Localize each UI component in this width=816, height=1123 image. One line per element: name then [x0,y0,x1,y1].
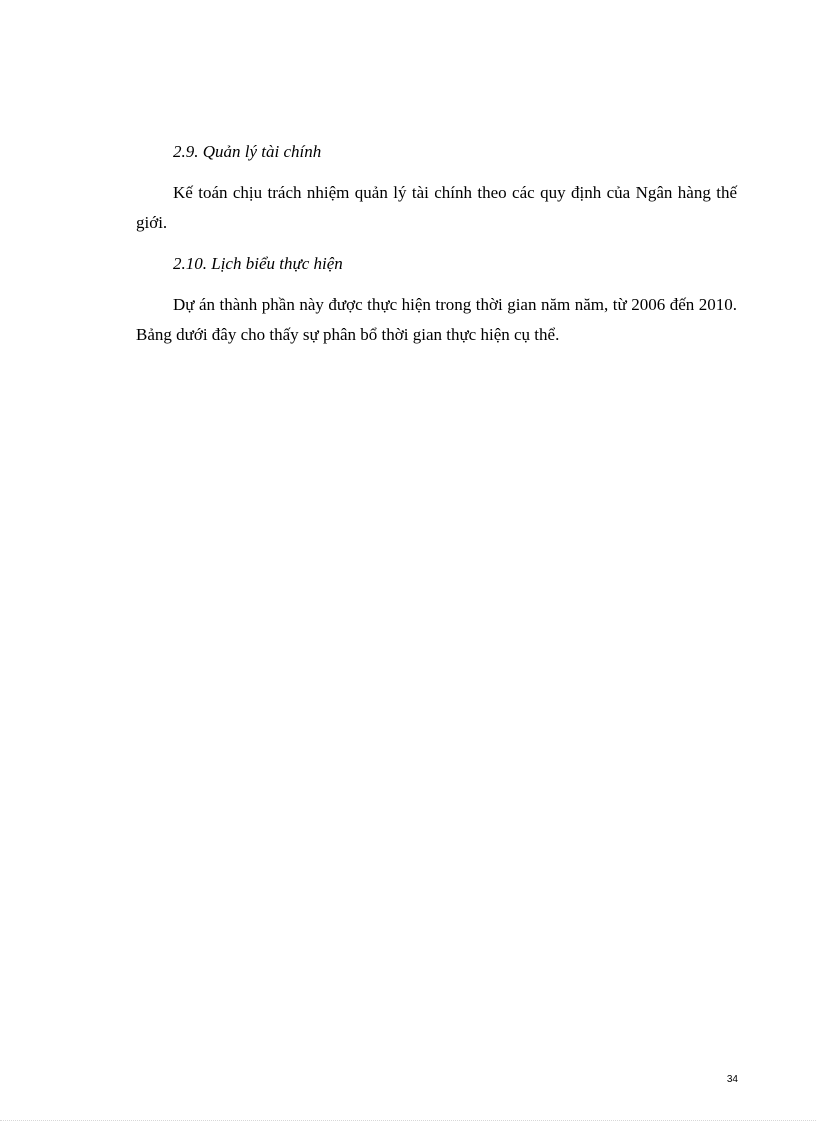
page-content [136,140,737,350]
page-number: 34 [726,1074,738,1085]
section-paragraph-implementation-schedule: Dự án thành phần này được thực hiện trong thời gian năm năm, từ 2006 đến 2010. Bảng dưới đây cho thấy sự phân bổ thời gian thực hiện cụ thể. [136,295,737,344]
section-paragraph-financial-management: Kế toán chịu trách nhiệm quản lý tài chính theo các quy định của Ngân hàng thế giới. [136,183,737,232]
page-bottom-divider [0,1120,816,1121]
section-heading-implementation-schedule: 2.10. Lịch biểu thực hiện [173,254,343,273]
section-heading-financial-management: 2.9. Quản lý tài chính [173,142,322,161]
